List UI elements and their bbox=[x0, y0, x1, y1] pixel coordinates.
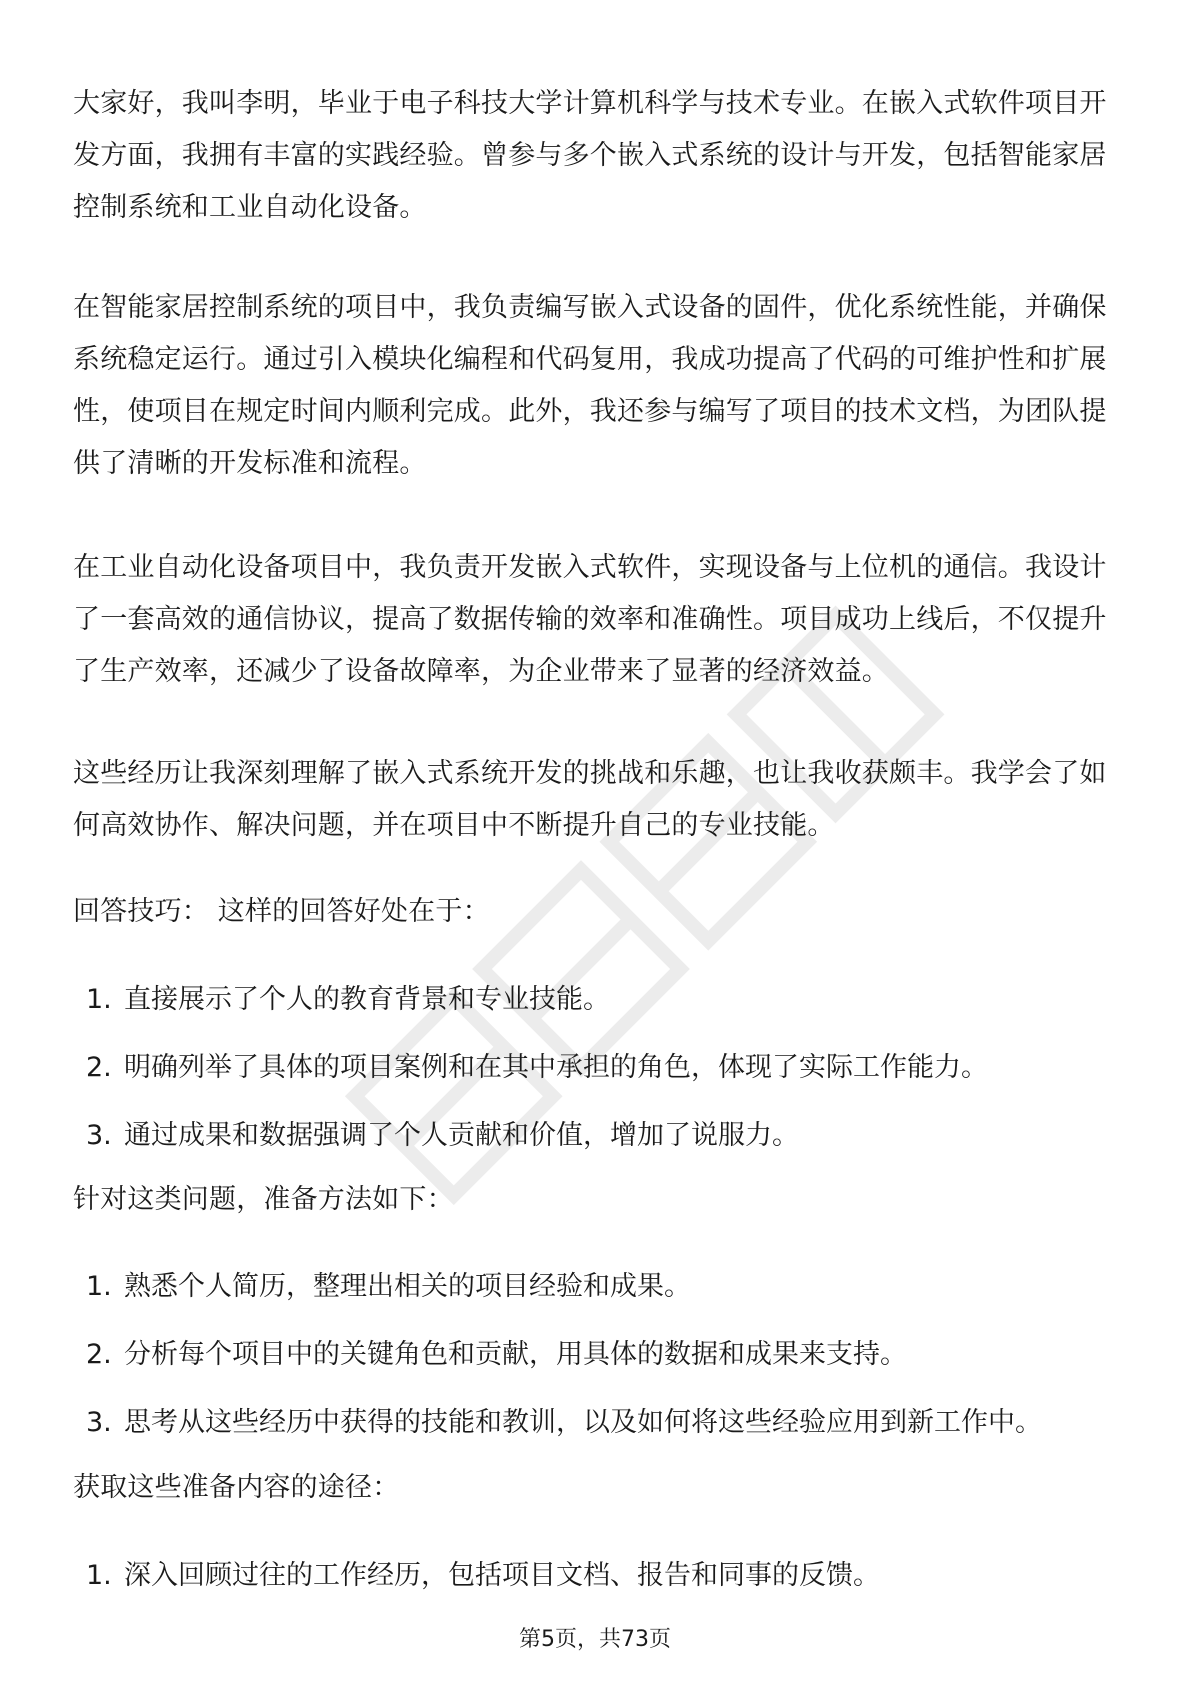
list-number: 1. bbox=[86, 984, 112, 1015]
list-item bbox=[73, 1397, 1118, 1465]
list-number: 2. bbox=[86, 1052, 112, 1083]
list-item bbox=[73, 1261, 1118, 1329]
list-item-text: 熟悉个人简历，整理出相关的项目经验和成果。 bbox=[124, 1271, 691, 1302]
prepare-list bbox=[73, 1261, 1118, 1465]
list-number: 1. bbox=[86, 1271, 112, 1302]
list-item-text: 深入回顾过往的工作经历，包括项目文档、报告和同事的反馈。 bbox=[124, 1560, 880, 1591]
list-item-text: 明确列举了具体的项目案例和在其中承担的角色，体现了实际工作能力。 bbox=[124, 1052, 988, 1083]
list-item bbox=[73, 1550, 1118, 1618]
list-item bbox=[73, 1329, 1118, 1397]
list-item-text: 直接展示了个人的教育背景和专业技能。 bbox=[124, 984, 610, 1015]
list-number: 1. bbox=[86, 1560, 112, 1591]
list-item-text: 通过成果和数据强调了个人贡献和价值，增加了说服力。 bbox=[124, 1120, 799, 1151]
list-number: 3. bbox=[86, 1120, 112, 1151]
smart-home-paragraph: 在智能家居控制系统的项目中，我负责编写嵌入式设备的固件，优化系统性能，并确保系统稳定运行。通过引入模块化编程和代码复用，我成功提高了代码的可维护性和扩展性，使项目在规定时间内顺利完成。此外，我还参与编写了项目的技术文档，为团队提供了清晰的开发标准和流程。 bbox=[73, 292, 1107, 479]
page-number-footer: 第5页，共73页 bbox=[519, 1627, 671, 1652]
intro-paragraph: 大家好，我叫李明，毕业于电子科技大学计算机科学与技术专业。在嵌入式软件项目开发方面，我拥有丰富的实践经验。曾参与多个嵌入式系统的设计与开发，包括智能家居控制系统和工业自动化设备。 bbox=[73, 88, 1107, 223]
list-item-text: 分析每个项目中的关键角色和贡献，用具体的数据和成果来支持。 bbox=[124, 1339, 907, 1370]
prepare-heading: 针对这类问题，准备方法如下： bbox=[73, 1184, 454, 1215]
list-number: 2. bbox=[86, 1339, 112, 1370]
list-item bbox=[73, 1110, 1118, 1178]
industrial-paragraph: 在工业自动化设备项目中，我负责开发嵌入式软件，实现设备与上位机的通信。我设计了一套高效的通信协议，提高了数据传输的效率和准确性。项目成功上线后，不仅提升了生产效率，还减少了设备故障率，为企业带来了显著的经济效益。 bbox=[73, 552, 1107, 687]
advantages-list bbox=[73, 974, 1118, 1178]
list-item-text: 思考从这些经历中获得的技能和教训，以及如何将这些经验应用到新工作中。 bbox=[124, 1407, 1042, 1438]
summary-paragraph: 这些经历让我深刻理解了嵌入式系统开发的挑战和乐趣，也让我收获颇丰。我学会了如何高效协作、解决问题，并在项目中不断提升自己的专业技能。 bbox=[73, 758, 1107, 841]
sources-list bbox=[73, 1550, 1118, 1618]
sources-heading: 获取这些准备内容的途径： bbox=[73, 1472, 400, 1503]
list-number: 3. bbox=[86, 1407, 112, 1438]
list-item bbox=[73, 1042, 1118, 1110]
answer-tips-heading: 回答技巧： 这样的回答好处在于： bbox=[73, 896, 490, 927]
list-item bbox=[73, 974, 1118, 1042]
